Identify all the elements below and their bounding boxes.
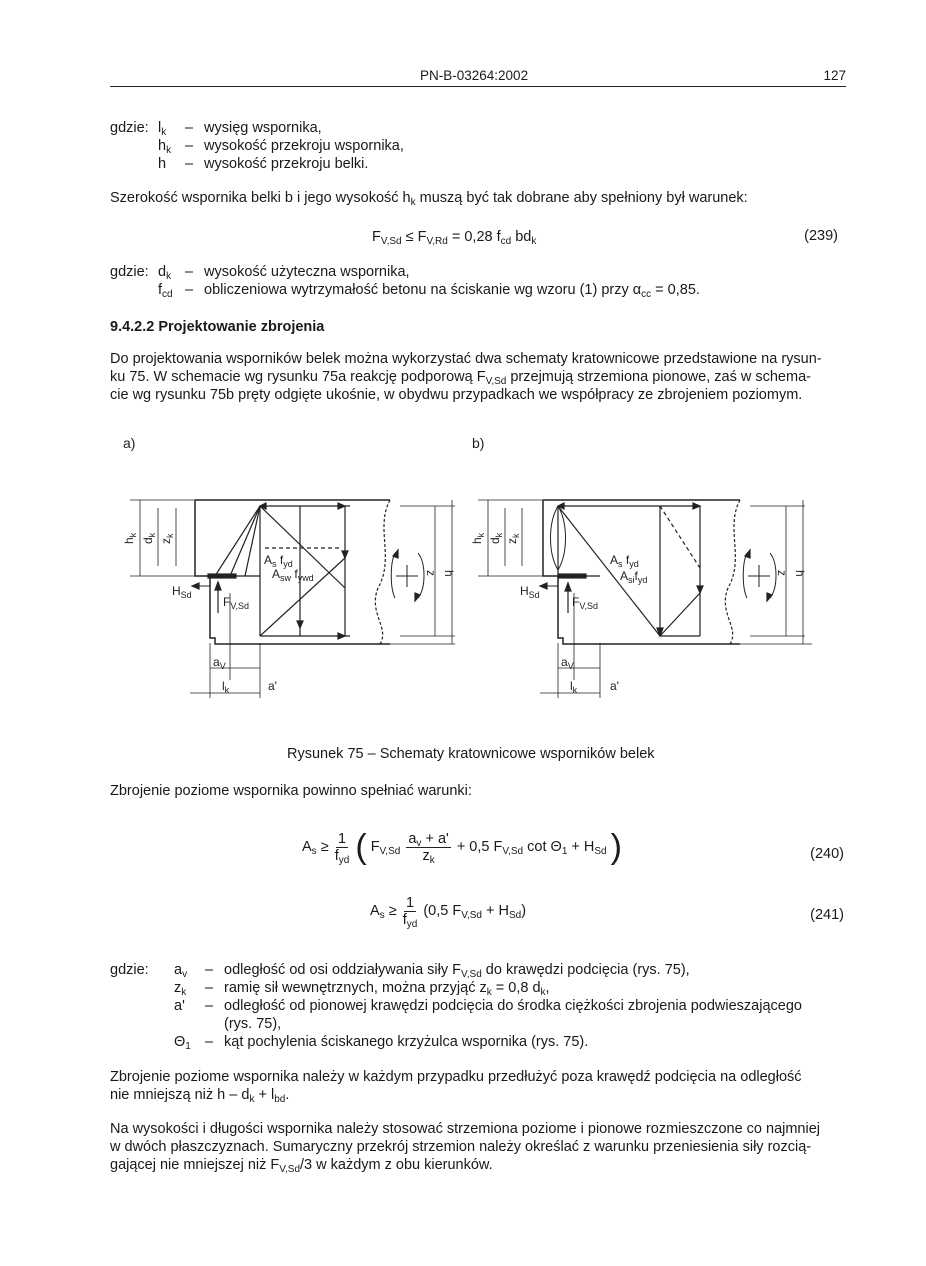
- equation-241: $A_s$ ≥ $\frac{1}{f_{yd}}$ (0,5 $F_{V,Sd} + H_{Sd}$): [370, 895, 527, 930]
- label-asifyd-b: $A_{si}f_{yd}$: [620, 569, 648, 585]
- label-hsd-a: $H_{Sd}$: [172, 584, 192, 600]
- label-zk-a: $z_k$: [159, 533, 175, 544]
- def-text: – obliczeniowa wytrzymałość betonu na ściskanie wg wzoru (1) przy $\alpha_{cc} = 0,85$.: [184, 282, 700, 300]
- label-hsd-b: $H_{Sd}$: [520, 584, 540, 600]
- def-text: – odległość od pionowej krawędzi podcięcia do środka ciężkości zbrojenia podwieszającego: [204, 998, 802, 1014]
- definitions-3: [110, 962, 850, 1052]
- def-text: – wysokość przekroju belki.: [184, 156, 369, 172]
- label-aprime-b: a': [610, 679, 619, 693]
- figure-label-a: a): [123, 435, 136, 451]
- def-text-continued: (rys. 75),: [224, 1016, 282, 1032]
- def-symbol: $h_k$: [158, 138, 172, 156]
- label-z-a: z: [424, 570, 438, 576]
- label-lk-b: $l_k$: [570, 679, 578, 695]
- page-header: [110, 68, 846, 87]
- def-symbol: $a_v$: [174, 962, 188, 980]
- paragraph-4: Zbrojenie poziome wspornika należy w każdym przypadku przedłużyć poza krawędź podcięcia na odległość nie mniejszą niż $h - d_k + l_{bd}$.: [110, 1069, 802, 1105]
- def-text: – ramię sił wewnętrznych, można przyjąć $z_k = 0,8$ $d_k$,: [204, 980, 550, 998]
- equation-239: $F_{V,Sd} \le F_{V,Rd} = 0,28$ $f_{cd}$ $bd_k$: [372, 229, 537, 247]
- def-symbol: $z_k$: [174, 980, 187, 998]
- label-av-a: $a_V$: [213, 655, 226, 671]
- label-aswfywd-a: $A_{sw}$ $f_{ywd}$: [272, 567, 314, 583]
- label-asfyd-a: $A_s$ $f_{yd}$: [264, 553, 293, 569]
- label-asfyd-b: $A_s$ $f_{yd}$: [610, 553, 639, 569]
- def-symbol: $\Theta_1$: [174, 1034, 191, 1052]
- page-number: 127: [823, 68, 846, 83]
- equation-240: $A_s$ ≥ $\frac{1}{f_{yd}}$ ( $F_{V,Sd}$ $\frac{a_v + a'}{z_k}$ + 0,5 $F_{V,Sd}$ $\cot \Theta_1 + H_{Sd}$ ): [302, 828, 622, 866]
- equation-number-240: (240): [810, 846, 844, 862]
- label-av-b: $a_V$: [561, 655, 574, 671]
- figure-label-b: b): [472, 435, 485, 451]
- label-h-a: h: [442, 570, 456, 577]
- def-text: – odległość od osi oddziaływania siły $F_{V,Sd}$ do krawędzi podcięcia (rys. 75),: [204, 962, 690, 980]
- paragraph-5: Na wysokości i długości wspornika należy stosować strzemiona poziome i pionowe rozmieszczone co najmniej w dwóch płaszczyznach. Sumaryczny przekrój strzemion należy określać z warunku przeniesienia siły rozcią- gającej nie mniejszej niż $F_{V,Sd}/3$ w każdym z obu kierunków.: [110, 1121, 821, 1175]
- definitions-2: [110, 264, 850, 304]
- label-lk-a: $l_k$: [222, 679, 230, 695]
- def-symbol: $l_k$: [158, 120, 167, 138]
- section-heading: 9.4.2.2 Projektowanie zbrojenia: [110, 319, 325, 335]
- def-text: – wysokość przekroju wspornika,: [184, 138, 404, 154]
- def-text: – wysokość użyteczna wspornika,: [184, 264, 410, 280]
- label-h-b: h: [793, 570, 807, 577]
- definitions-lead: gdzie:: [110, 962, 149, 978]
- def-text: – wysięg wspornika,: [184, 120, 322, 136]
- def-symbol: h: [158, 156, 167, 172]
- definitions-lead: gdzie:: [110, 264, 149, 280]
- diagram-b: [470, 500, 812, 698]
- paragraph-3: Zbrojenie poziome wspornika powinno spełniać warunki:: [110, 783, 472, 799]
- def-symbol: $d_k$: [158, 264, 172, 282]
- diagram-a: [122, 500, 456, 698]
- label-hk-b: $h_k$: [470, 532, 486, 544]
- figure-75: [100, 428, 840, 713]
- label-fvsd-b: $F_{V,Sd}$: [572, 595, 599, 611]
- def-symbol: $f_{cd}$: [158, 282, 173, 300]
- label-zk-b: $z_k$: [505, 533, 521, 544]
- definitions-lead: gdzie:: [110, 120, 149, 136]
- standard-title: PN-B-03264:2002: [420, 68, 529, 83]
- paragraph-2: Do projektowania wsporników belek można wykorzystać dwa schematy kratownicowe przedstawione na rysun- ku 75. W schemacie wg rysunku 75a reakcję podporową $F_{V,Sd}$ przejmują strzemiona pionowe, zaś w schema- cie wg rysunku 75b pręty odgięte ukośnie, w obydwu przypadkach we współpracy ze zbrojeniem poziomym.: [110, 351, 822, 403]
- paragraph-1: Szerokość wspornika belki b i jego wysokość $h_k$ muszą być tak dobrane aby spełniony był warunek:: [110, 190, 748, 208]
- label-z-b: z: [775, 570, 789, 576]
- label-fvsd-a: $F_{V,Sd}$: [223, 595, 250, 611]
- label-aprime-a: a': [268, 679, 277, 693]
- label-hk-a: $h_k$: [122, 532, 138, 544]
- def-symbol: a': [174, 998, 185, 1014]
- label-dk-a: $d_k$: [141, 532, 157, 544]
- equation-number-241: (241): [810, 907, 844, 923]
- equation-number-239: (239): [804, 228, 838, 244]
- figure-caption: Rysunek 75 – Schematy kratownicowe wsporników belek: [287, 746, 655, 762]
- label-dk-b: $d_k$: [488, 532, 504, 544]
- def-text: – kąt pochylenia ściskanego krzyżulca wspornika (rys. 75).: [204, 1034, 589, 1050]
